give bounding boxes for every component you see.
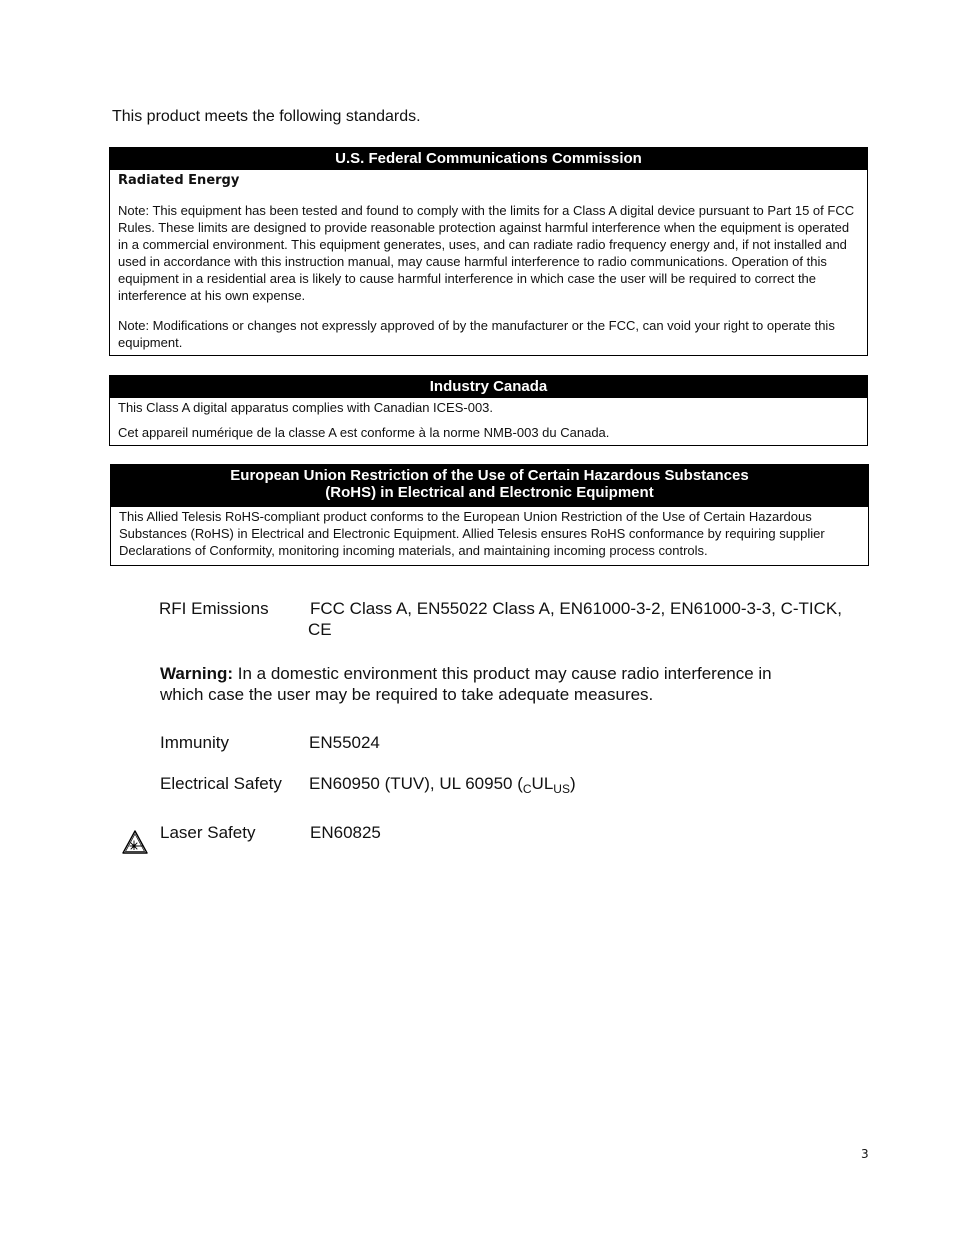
canada-line-1: This Class A digital apparatus complies with Canadian ICES-003.	[118, 400, 494, 415]
rfi-value-line-2: CE	[308, 620, 332, 639]
fcc-box	[109, 147, 868, 356]
intro-text: This product meets the following standards.	[112, 108, 421, 125]
warning-paragraph	[160, 663, 800, 705]
cul-us-subscript: US	[553, 782, 570, 796]
cul-c-subscript: C	[522, 782, 532, 796]
rohs-header-line-1: European Union Restriction of the Use of Certain Hazardous Substances	[230, 467, 749, 484]
electrical-safety-value: EN60950 (TUV), UL 60950 $(_CUL_{US})$	[309, 774, 576, 796]
laser-safety-row	[160, 822, 560, 844]
rohs-header-line-2: (RoHS) in Electrical and Electronic Equipment	[325, 484, 654, 501]
canada-line-2: Cet appareil numérique de la classe A est conforme à la norme NMB-003 du Canada.	[118, 425, 610, 440]
rohs-box	[110, 464, 869, 566]
rfi-label: RFI Emissions	[159, 599, 269, 618]
immunity-row	[160, 732, 560, 754]
canada-header: Industry Canada	[110, 376, 867, 398]
page-number: 3	[861, 1147, 869, 1161]
laser-safety-label: Laser Safety	[160, 823, 256, 842]
immunity-value: EN55024	[309, 733, 380, 752]
warning-label: Warning:	[160, 664, 234, 683]
warning-text: In a domestic environment this product may cause radio interference in which case the user may be required to take adequate measures.	[160, 664, 772, 704]
rohs-body: This Allied Telesis RoHS-compliant product conforms to the European Union Restriction of the Use of Certain Hazardous Substances (RoHS) in Electrical and Electronic Equipment. Allied Telesis ensures RoHS conformance by requiring supplier Declarations of Conformity, monitoring incoming materials, and maintaining incoming process controls.	[119, 509, 825, 558]
electrical-safety-label: Electrical Safety	[160, 774, 282, 793]
canada-box	[109, 375, 868, 446]
rohs-header	[111, 465, 868, 507]
electrical-safety-row	[160, 773, 660, 797]
laser-safety-value: EN60825	[310, 823, 381, 842]
fcc-header: U.S. Federal Communications Commission	[110, 148, 867, 170]
rfi-value-line-1: FCC Class A, EN55022 Class A, EN61000-3-2, EN61000-3-3, C-TICK,	[310, 599, 842, 618]
immunity-label: Immunity	[160, 733, 229, 752]
fcc-note-2: Note: Modifications or changes not expressly approved of by the manufacturer or the FCC, can void your right to operate this equipment.	[118, 318, 835, 350]
fcc-note-1: Note: This equipment has been tested and found to comply with the limits for a Class A digital device pursuant to Part 15 of FCC Rules. These limits are designed to provide reasonable protection against harmful interference when the equipment is operated in a commercial environment. This equipment generates, uses, and can radiate radio frequency energy and, if not installed and used in accordance with this instruction manual, may cause harmful interference to radio communications. Operation of this equipment in a residential area is likely to cause harmful interference in which case the user will be required to correct the interference at his own expense.	[118, 203, 855, 303]
fcc-subheader: Radiated Energy	[118, 173, 240, 188]
rfi-row	[159, 598, 879, 642]
laser-warning-icon	[121, 829, 149, 855]
